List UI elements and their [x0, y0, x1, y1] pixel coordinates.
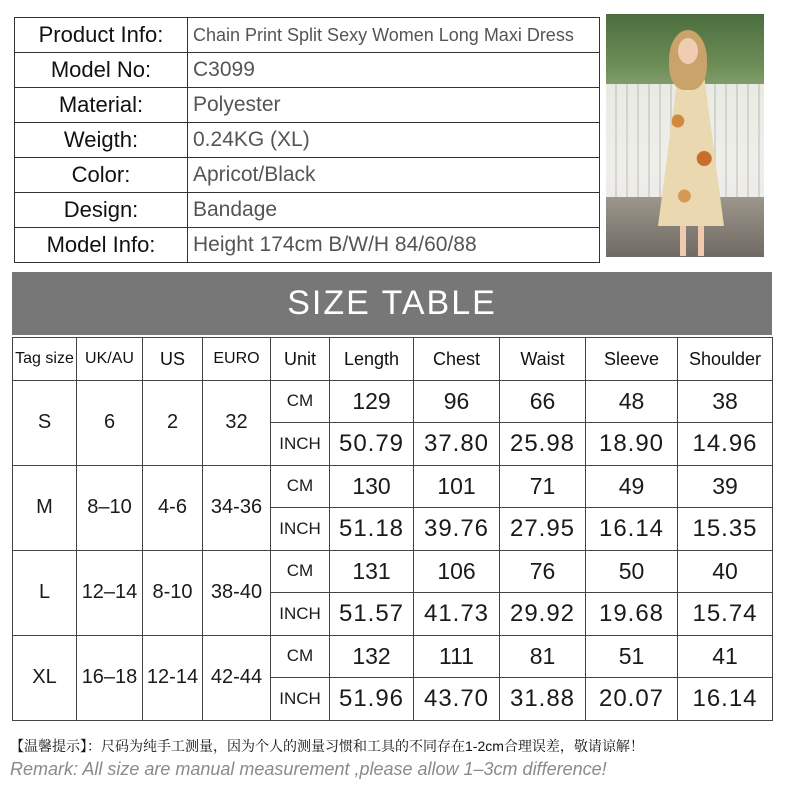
size-row-cm — [13, 465, 773, 507]
shoulder-cell: 15.35 — [678, 507, 773, 550]
tag-size-cell: M — [13, 465, 77, 550]
waist-cell: 81 — [500, 635, 586, 677]
length-cell: 129 — [330, 381, 414, 423]
info-value: 0.24KG (XL) — [188, 123, 600, 158]
info-label: Model Info: — [15, 228, 188, 263]
col-header: Unit — [271, 338, 330, 381]
col-header: Chest — [414, 338, 500, 381]
size-table-title: SIZE TABLE — [12, 272, 772, 335]
uk-size-cell: 16–18 — [77, 635, 143, 720]
col-header: Tag size — [13, 338, 77, 381]
col-header: Length — [330, 338, 414, 381]
us-size-cell: 12-14 — [143, 635, 203, 720]
uk-size-cell: 8–10 — [77, 465, 143, 550]
us-size-cell: 4-6 — [143, 465, 203, 550]
sleeve-cell: 20.07 — [586, 677, 678, 720]
info-row-model-no — [15, 53, 600, 88]
tag-size-cell: S — [13, 381, 77, 466]
info-row-product — [15, 18, 600, 53]
col-header: Waist — [500, 338, 586, 381]
info-row-color — [15, 158, 600, 193]
shoulder-cell: 14.96 — [678, 422, 773, 465]
size-row-cm — [13, 381, 773, 423]
col-header: Shoulder — [678, 338, 773, 381]
sleeve-cell: 50 — [586, 550, 678, 592]
info-label: Model No: — [15, 53, 188, 88]
chest-cell: 111 — [414, 635, 500, 677]
euro-size-cell: 38-40 — [203, 550, 271, 635]
unit-cell: INCH — [271, 592, 330, 635]
length-cell: 50.79 — [330, 422, 414, 465]
shoulder-cell: 15.74 — [678, 592, 773, 635]
info-value: Apricot/Black — [188, 158, 600, 193]
size-row-cm — [13, 635, 773, 677]
col-header: UK/AU — [77, 338, 143, 381]
waist-cell: 76 — [500, 550, 586, 592]
unit-cell: INCH — [271, 677, 330, 720]
waist-cell: 71 — [500, 465, 586, 507]
length-cell: 51.57 — [330, 592, 414, 635]
sleeve-cell: 19.68 — [586, 592, 678, 635]
shoulder-cell: 39 — [678, 465, 773, 507]
info-label: Design: — [15, 193, 188, 228]
chest-cell: 101 — [414, 465, 500, 507]
tag-size-cell: L — [13, 550, 77, 635]
euro-size-cell: 34-36 — [203, 465, 271, 550]
info-row-model-info — [15, 228, 600, 263]
info-label: Material: — [15, 88, 188, 123]
info-value: Polyester — [188, 88, 600, 123]
waist-cell: 27.95 — [500, 507, 586, 550]
info-label: Color: — [15, 158, 188, 193]
unit-cell: INCH — [271, 422, 330, 465]
note-remark: Remark: All size are manual measurement ,please allow 1–3cm difference! — [10, 759, 607, 779]
chest-cell: 96 — [414, 381, 500, 423]
info-value: Chain Print Split Sexy Women Long Maxi Dress — [188, 18, 600, 53]
shoulder-cell: 16.14 — [678, 677, 773, 720]
size-header-row — [13, 338, 773, 381]
sleeve-cell: 16.14 — [586, 507, 678, 550]
chest-cell: 41.73 — [414, 592, 500, 635]
tag-size-cell: XL — [13, 635, 77, 720]
shoulder-cell: 41 — [678, 635, 773, 677]
unit-cell: CM — [271, 465, 330, 507]
info-row-weight — [15, 123, 600, 158]
unit-cell: CM — [271, 550, 330, 592]
euro-size-cell: 42-44 — [203, 635, 271, 720]
chest-cell: 43.70 — [414, 677, 500, 720]
chest-cell: 106 — [414, 550, 500, 592]
size-table — [12, 337, 773, 721]
us-size-cell: 8-10 — [143, 550, 203, 635]
info-label: Weigth: — [15, 123, 188, 158]
sleeve-cell: 49 — [586, 465, 678, 507]
model-photo — [606, 14, 764, 257]
chest-cell: 37.80 — [414, 422, 500, 465]
unit-cell: INCH — [271, 507, 330, 550]
waist-cell: 66 — [500, 381, 586, 423]
uk-size-cell: 6 — [77, 381, 143, 466]
waist-cell: 29.92 — [500, 592, 586, 635]
chest-cell: 39.76 — [414, 507, 500, 550]
info-value: Height 174cm B/W/H 84/60/88 — [188, 228, 600, 263]
unit-cell: CM — [271, 381, 330, 423]
us-size-cell: 2 — [143, 381, 203, 466]
unit-cell: CM — [271, 635, 330, 677]
col-header: Sleeve — [586, 338, 678, 381]
col-header: EURO — [203, 338, 271, 381]
info-value: C3099 — [188, 53, 600, 88]
info-row-design — [15, 193, 600, 228]
euro-size-cell: 32 — [203, 381, 271, 466]
size-row-cm — [13, 550, 773, 592]
shoulder-cell: 38 — [678, 381, 773, 423]
length-cell: 130 — [330, 465, 414, 507]
waist-cell: 25.98 — [500, 422, 586, 465]
sleeve-cell: 51 — [586, 635, 678, 677]
uk-size-cell: 12–14 — [77, 550, 143, 635]
shoulder-cell: 40 — [678, 550, 773, 592]
col-header: US — [143, 338, 203, 381]
length-cell: 132 — [330, 635, 414, 677]
length-cell: 51.96 — [330, 677, 414, 720]
sleeve-cell: 48 — [586, 381, 678, 423]
photo-face — [678, 38, 698, 64]
info-value: Bandage — [188, 193, 600, 228]
sleeve-cell: 18.90 — [586, 422, 678, 465]
length-cell: 51.18 — [330, 507, 414, 550]
length-cell: 131 — [330, 550, 414, 592]
product-info-table — [14, 17, 600, 263]
info-row-material — [15, 88, 600, 123]
info-label: Product Info: — [15, 18, 188, 53]
note-chinese: 【温馨提示】：尺码为纯手工测量，因为个人的测量习惯和工具的不同存在1-2cm合理误差，敬请谅解！ — [10, 738, 644, 754]
waist-cell: 31.88 — [500, 677, 586, 720]
